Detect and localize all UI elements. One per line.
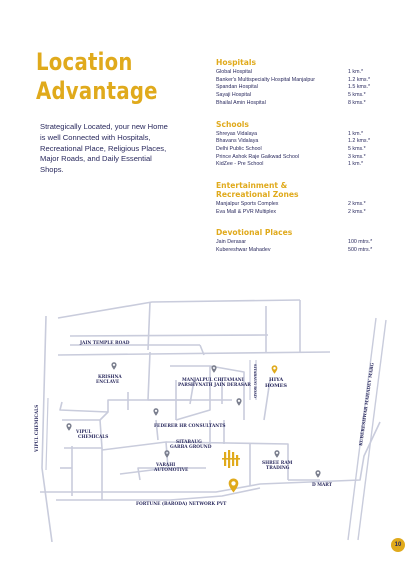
- item-distance: 1.2 kms.*: [348, 76, 371, 83]
- map-pin-icon: [211, 365, 216, 372]
- map-label-sitabaug-road: SITABAUG ROAD: [253, 364, 257, 398]
- map-label-krishna-1: KRISHNA: [98, 375, 122, 380]
- item-name: Spandan Hospital: [216, 84, 258, 91]
- map-pin-icon: [236, 398, 241, 405]
- map-label-shree-ram-2: TRADING: [266, 466, 290, 471]
- map-pin-icon: [315, 470, 320, 477]
- map-label-vipul-road: VIPUL CHEMICALS: [35, 404, 40, 452]
- list-item: [216, 146, 376, 154]
- item-distance: 5 kms.*: [348, 145, 366, 152]
- vipul-road: [46, 398, 48, 470]
- section-devotional: [216, 228, 376, 254]
- map-label-fortune: FORTUNE (BARODA) NETWORK PVT: [136, 502, 227, 507]
- map-label-derasar-1: MANJALPUL CHITAMANI: [182, 378, 244, 383]
- page-title: [36, 48, 158, 106]
- item-name: Manjalpur Sports Complex: [216, 201, 279, 208]
- list-item: [216, 209, 376, 217]
- page-number: 10: [391, 538, 405, 552]
- item-name: Jain Derasar: [216, 239, 247, 246]
- list-item: [216, 247, 376, 255]
- item-name: Shreyas Vidalaya: [216, 130, 258, 137]
- map-label-hiya-1: HIYA: [269, 377, 284, 383]
- item-name: Banker's Multispecialty Hospital Manjalpur: [216, 76, 316, 83]
- item-name: Kubereshwar Mahadev: [216, 247, 271, 254]
- map-pin-icon: [153, 408, 158, 415]
- road: [70, 335, 268, 336]
- item-distance: 1 km.*: [348, 69, 364, 75]
- item-name: Bhailal Amin Hospital: [216, 99, 266, 106]
- map-label-dmart: D MART: [312, 483, 333, 488]
- map-label-derasar-2: PARSHVNATH JAIN DERASAR: [178, 383, 251, 388]
- road: [148, 352, 192, 400]
- item-name: Prince Ashok Raje Gaikwad School: [216, 153, 300, 160]
- item-distance: 1.5 kms.*: [348, 84, 371, 91]
- item-distance: 100 mtrs.*: [348, 239, 373, 246]
- item-distance: 1 km.*: [348, 161, 364, 168]
- kubereshwar-road: [348, 318, 386, 540]
- map-pin-icon: [274, 450, 279, 457]
- section-title-line-2: Recreational Zones: [216, 190, 299, 200]
- item-distance: 2 kms.*: [348, 208, 366, 215]
- section-title: Schools: [216, 119, 249, 129]
- section-title-line-1: Entertainment &: [216, 181, 288, 191]
- map-label-federer: FEDERER HR CONSULTANTS: [154, 424, 226, 429]
- map-label-sitabaug-1: SITABAUG: [176, 440, 202, 445]
- section-schools: [216, 120, 376, 170]
- item-name: Eva Mall & PVR Multiplex: [216, 208, 277, 215]
- item-distance: 3 kms.*: [348, 153, 366, 160]
- map-label-hiya-2: HOMES: [265, 383, 288, 389]
- title-line-2: Advantage: [36, 77, 158, 105]
- map-pin-icon: [164, 450, 169, 457]
- hiya-homes-pin-icon: [272, 365, 278, 373]
- list-item: [216, 131, 376, 139]
- road: [60, 400, 232, 412]
- list-item: [216, 154, 376, 162]
- item-name: KidZee - Pre School: [216, 161, 264, 168]
- list-item: [216, 69, 376, 77]
- list-item: [216, 201, 376, 209]
- section-title: [216, 181, 376, 199]
- section-title: Devotional Places: [216, 228, 293, 238]
- road: [156, 420, 158, 440]
- map-pin-icon: [66, 423, 71, 430]
- map-label-kubereshwar-road: KUBERESHWAR MAHADEV MARG: [359, 362, 376, 447]
- map-label-sitabaug-2: GARBA GROUND: [170, 445, 212, 450]
- road: [102, 442, 168, 480]
- map-label-krishna-2: ENCLAVE: [96, 380, 120, 385]
- map-label-shree-ram-1: SHREE RAM: [262, 461, 293, 466]
- item-distance: 8 kms.*: [348, 99, 366, 106]
- map-label-vipul-2: CHEMICALS: [78, 435, 109, 440]
- location-map: [0, 292, 414, 542]
- map-label-vipul-1: VIPUL: [76, 430, 92, 435]
- map-pin-icon: [111, 362, 116, 369]
- road: [62, 412, 108, 420]
- list-item: [216, 239, 376, 247]
- list-item: [216, 100, 376, 108]
- section-title: Hospitals: [216, 58, 257, 67]
- item-distance: 5 kms.*: [348, 92, 366, 99]
- section-entertainment: [216, 181, 376, 216]
- map-label-road: JAIN TEMPLE ROAD: [80, 341, 130, 346]
- road: [58, 352, 330, 355]
- list-item: [216, 92, 376, 100]
- road-edge: [46, 398, 48, 470]
- road: [148, 302, 150, 350]
- road: [176, 366, 210, 420]
- item-distance: 1.2 kms.*: [348, 138, 371, 145]
- project-logo-icon: [222, 450, 240, 468]
- map-label-varahi-2: AUTOMOTIVE: [154, 468, 189, 473]
- amenities-list: [216, 58, 376, 267]
- list-item: [216, 84, 376, 92]
- site-location-pin-icon: [229, 479, 239, 493]
- item-distance: 1 km.*: [348, 130, 364, 137]
- list-item: [216, 161, 376, 169]
- section-hospitals: [216, 58, 376, 108]
- title-line-1: Location: [36, 48, 133, 76]
- item-name: Sayaji Hospital: [216, 92, 252, 99]
- list-item: [216, 77, 376, 85]
- map-label-varahi-1: VARAHI: [156, 463, 176, 468]
- road: [58, 300, 300, 318]
- item-distance: 2 kms.*: [348, 201, 366, 208]
- item-distance: 500 mtrs.*: [348, 247, 373, 254]
- intro-paragraph: Strategically Located, your new Home is well Connected with Hospitals, Recreational Place, Religious Places, Major Roads, and Daily Essential Shops.: [40, 122, 168, 175]
- item-name: Delhi Public School: [216, 145, 262, 152]
- list-item: [216, 138, 376, 146]
- item-name: Global Hospital: [216, 69, 252, 75]
- item-name: Bhavans Vidalaya: [216, 138, 259, 145]
